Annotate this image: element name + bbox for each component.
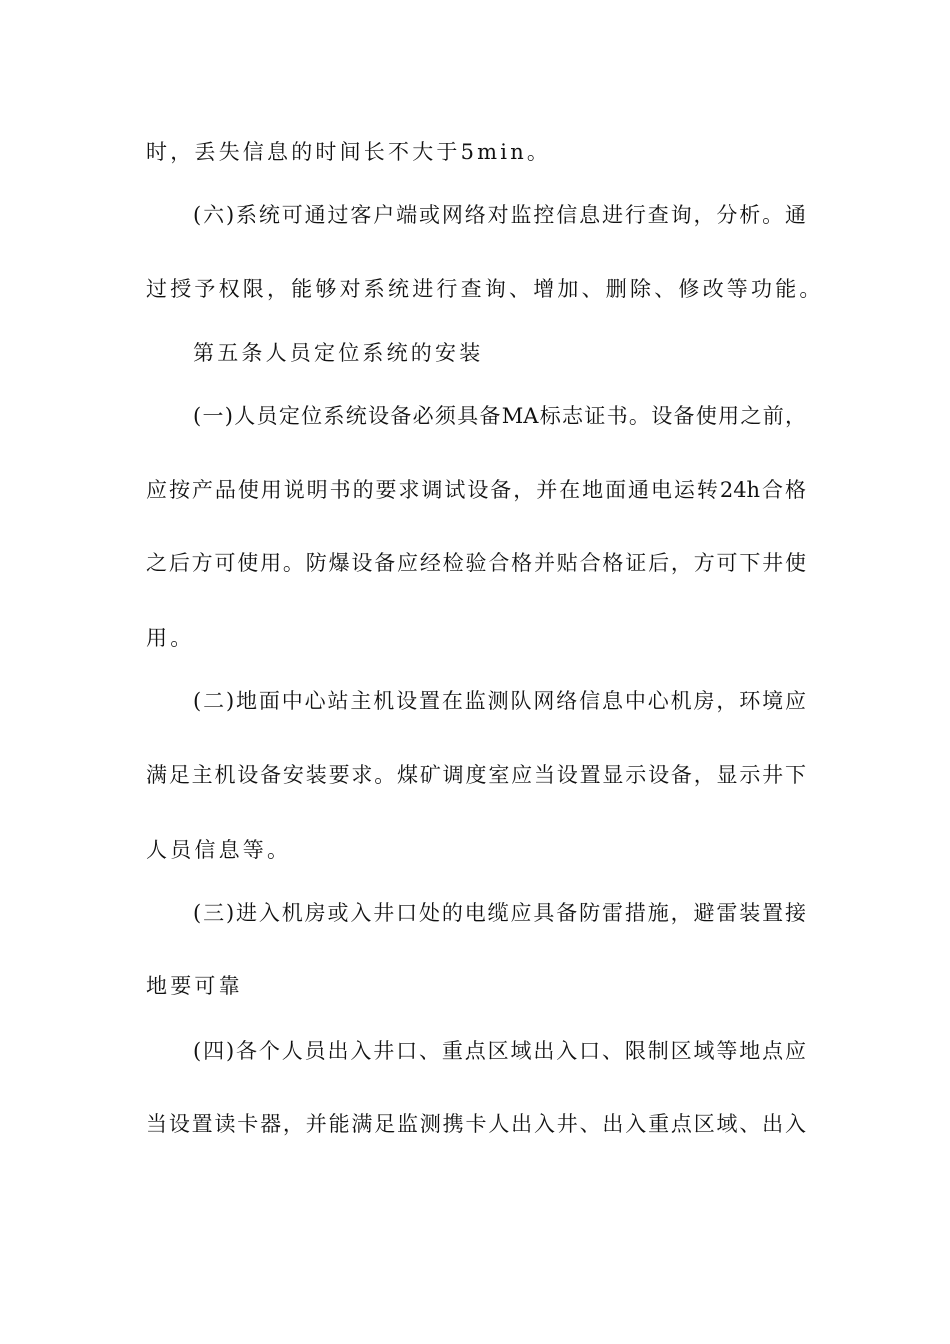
item-4-line-1: (四)各个人员出入井口、重点区域出入口、限制区域等地点应 <box>193 1039 806 1063</box>
paragraph-6-line-1: (六)系统可通过客户端或网络对监控信息进行查询，分析。通 <box>193 203 806 227</box>
paragraph-6-line-2: 过授予权限，能够对系统进行查询、增加、删除、修改等功能。 <box>146 277 824 301</box>
section-heading-article-5: 第五条人员定位系统的安装 <box>193 341 484 365</box>
item-3-line-2: 地要可靠 <box>146 974 243 998</box>
item-4-line-2: 当设置读卡器，并能满足监测携卡人出入井、出入重点区域、出入 <box>146 1112 806 1136</box>
item-3-line-1: (三)进入机房或入井口处的电缆应具备防雷措施，避雷装置接 <box>193 901 806 925</box>
item-1-line-1: (一)人员定位系统设备必须具备MA标志证书。设备使用之前， <box>193 404 806 428</box>
item-2-line-1: (二)地面中心站主机设置在监测队网络信息中心机房，环境应 <box>193 689 806 713</box>
item-1-line-4: 用。 <box>146 626 195 650</box>
item-2-line-2: 满足主机设备安装要求。煤矿调度室应当设置显示设备，显示井下 <box>146 763 806 787</box>
item-1-line-3: 之后方可使用。防爆设备应经检验合格并贴合格证后，方可下井使 <box>146 551 806 575</box>
paragraph-5-line-2: 时，丢失信息的时间长不大于5min。 <box>146 140 552 164</box>
item-1-line-2: 应按产品使用说明书的要求调试设备，并在地面通电运转24h合格 <box>146 478 806 502</box>
item-2-line-3: 人员信息等。 <box>146 838 292 862</box>
